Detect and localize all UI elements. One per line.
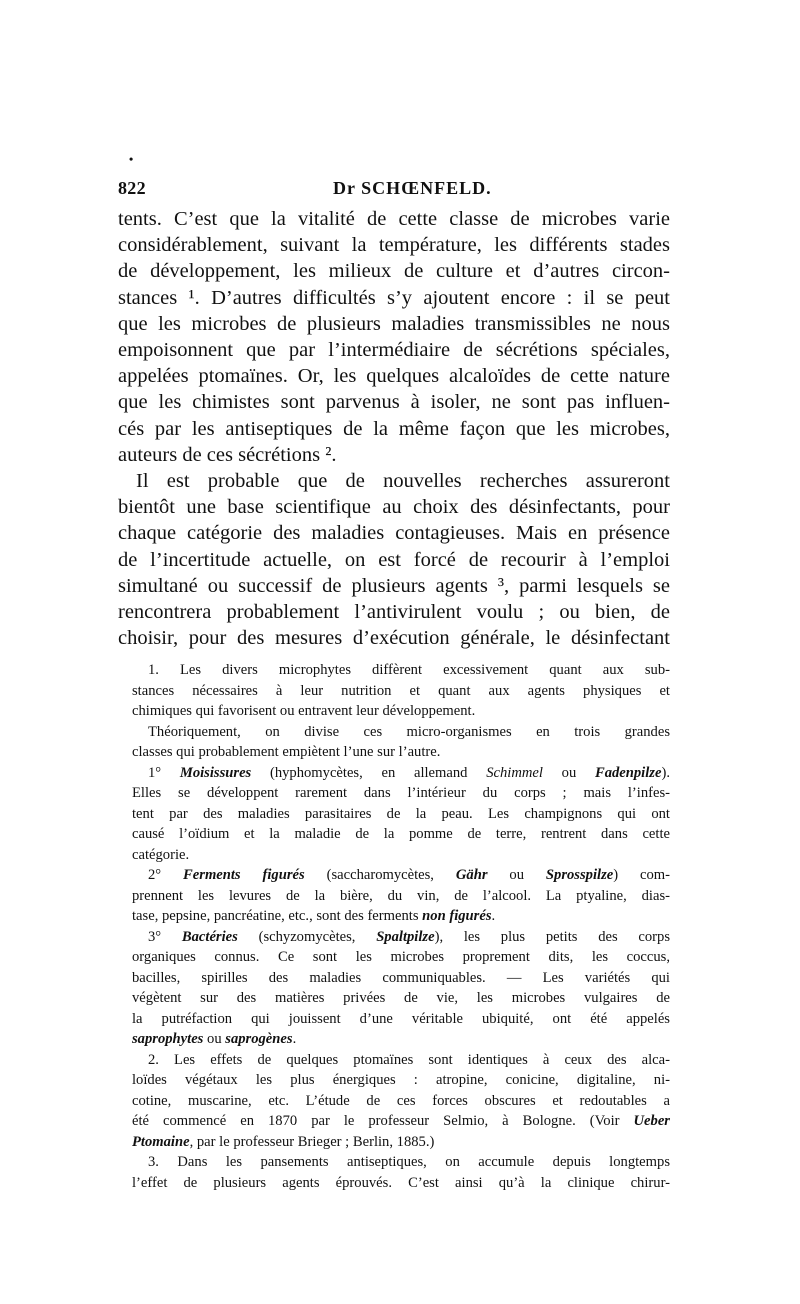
footnote-line: [132, 763, 670, 784]
item-number: 3°: [148, 928, 162, 945]
term: Schimmel: [486, 764, 543, 781]
text-span: (schyzomycètes,: [258, 928, 356, 945]
footnote-line: organiques connus. Ce sont les microbes proprement dits, les coccus,: [132, 949, 670, 965]
footnote-line: classes qui probablement empiètent l’une sur l’autre.: [132, 744, 441, 760]
footnote-line: [132, 865, 670, 886]
footnote-line: tent par des maladies parasitaires de la peau. Les champignons qui ont: [132, 805, 670, 822]
text-span: ou: [509, 867, 525, 883]
footnote-line: Elles se développent rarement dans l’intérieur du corps ; mais l’infes-: [132, 785, 670, 801]
footnote-line: loïdes végétaux les plus énergiques : atropine, conicine, digitaline, ni-: [132, 1072, 670, 1088]
footnote-line: 3. Dans les pansements antiseptiques, on accumule depuis longtemps: [148, 1154, 670, 1170]
footnote-line: causé l’oïdium et la maladie de la pomme de terre, rentrent dans cette: [132, 826, 670, 842]
text-span: ou: [561, 764, 577, 781]
text-span: ).: [661, 764, 670, 781]
text-line: tents. C’est que la vitalité de cette classe de microbes varie: [118, 208, 670, 230]
footnote-line: bacilles, spirilles des maladies communiquables. — Les variétés qui: [132, 969, 670, 986]
term: Ferments figurés: [183, 867, 305, 883]
text-span: tase, pepsine, pancréatine, etc., sont des ferments: [132, 908, 419, 924]
term: Bactéries: [181, 928, 238, 945]
text-line: de développement, les milieux de culture et d’autres circon-: [118, 260, 670, 283]
text-line: bientôt une base scientifique au choix des désinfectants, pour: [118, 496, 670, 519]
term: saprogènes: [225, 1031, 293, 1047]
text-line: chaque catégorie des maladies contagieuses. Mais en présence: [118, 522, 670, 545]
text-line: considérablement, suivant la température, les différents stades: [118, 234, 670, 257]
footnote-line: [132, 1132, 670, 1153]
item-number: 2°: [148, 867, 162, 883]
text-line: empoisonnent que par l’intermédiaire de sécrétions spéciales,: [118, 339, 670, 362]
footnote-line: chimiques qui favorisent ou entravent leur développement.: [132, 703, 476, 719]
text-span: .: [292, 1031, 297, 1047]
footnote-line: stances nécessaires à leur nutrition et quant aux agents physiques et: [132, 682, 670, 699]
footnote-line: [132, 906, 670, 927]
text-span: (hyphomycètes, en allemand: [269, 764, 468, 781]
footnote-line: 1. Les divers microphytes diffèrent excessivement quant aux sub-: [148, 662, 670, 678]
text-line: stances ¹. D’autres difficultés s’y ajoutent encore : il se peut: [118, 286, 670, 309]
ink-speck: •: [129, 152, 134, 166]
footnote-line: végètent sur des matières privées de vie, les microbes vulgaires de: [132, 990, 670, 1006]
term: Spaltpilze: [376, 928, 435, 945]
footnote-line: [132, 1111, 670, 1132]
term: Moisissures: [179, 764, 252, 781]
text-line: rencontrera probablement l’antivirulent voulu ; ou bien, de: [118, 601, 670, 624]
footnote-line: [132, 927, 670, 948]
text-span: ) com-: [613, 867, 670, 883]
footnote-line: [132, 1029, 670, 1050]
footnote-line: Théoriquement, on divise ces micro-organismes en trois grandes: [148, 723, 670, 740]
footnote-line: 2. Les effets de quelques ptomaïnes sont identiques à ceux des alca-: [148, 1051, 670, 1068]
footnote-line: l’effet de plusieurs agents éprouvés. C’est ainsi qu’à la clinique chirur-: [132, 1174, 670, 1191]
text-span: été commencé en 1870 par le professeur Selmio, à Bologne. (Voir: [132, 1113, 620, 1129]
term: non figurés: [422, 908, 492, 924]
term: Gähr: [455, 867, 488, 883]
text-line: Il est probable que de nouvelles recherches assureront: [136, 470, 670, 493]
text-line: de l’incertitude actuelle, on est forcé de recourir à l’emploi: [118, 548, 670, 571]
term: Sprosspilze: [545, 867, 614, 883]
text-span: (saccharomycètes,: [326, 867, 434, 883]
footnote-line: catégorie.: [132, 846, 190, 863]
text-line: cés par les antiseptiques de la même façon que les microbes,: [118, 417, 670, 440]
main-text: [118, 206, 670, 651]
page-number: 822: [118, 178, 146, 198]
footnote-line: cotine, muscarine, etc. L’étude de ces forces obscures et redoutables a: [132, 1092, 670, 1109]
text-span: , par le professeur Brieger ; Berlin, 1885.): [189, 1133, 435, 1150]
text-line: choisir, pour des mesures d’exécution générale, le désinfectant: [118, 627, 670, 650]
text-line: que les microbes de plusieurs maladies transmissibles ne nous: [118, 312, 670, 335]
footnotes: [132, 660, 670, 1193]
footnote-line: prennent les levures de la bière, du vin, de l’alcool. La ptyaline, dias-: [132, 887, 670, 904]
term: Fadenpilze: [594, 764, 662, 781]
text-line: appelées ptomaïnes. Or, les quelques alcaloïdes de cette nature: [118, 365, 670, 388]
page-header: [118, 178, 670, 202]
text-line: auteurs de ces sécrétions ².: [118, 443, 337, 466]
item-number: 1°: [148, 764, 162, 781]
text-span: ou: [207, 1031, 222, 1047]
text-line: simultané ou successif de plusieurs agents ³, parmi lesquels se: [118, 574, 670, 597]
footnote-line: la putréfaction qui jouissent d’une véritable ubiquité, ont été appelés: [132, 1010, 670, 1027]
term: Ueber: [633, 1113, 670, 1129]
term: Ptomaine: [132, 1133, 190, 1150]
term: saprophytes: [132, 1031, 204, 1047]
text-span: .: [491, 908, 496, 924]
text-line: que les chimistes sont parvenus à isoler, ne sont pas influen-: [118, 391, 670, 414]
running-head: Dr SCHŒNFELD.: [333, 178, 492, 198]
text-span: ), les plus petits des corps: [434, 928, 670, 945]
